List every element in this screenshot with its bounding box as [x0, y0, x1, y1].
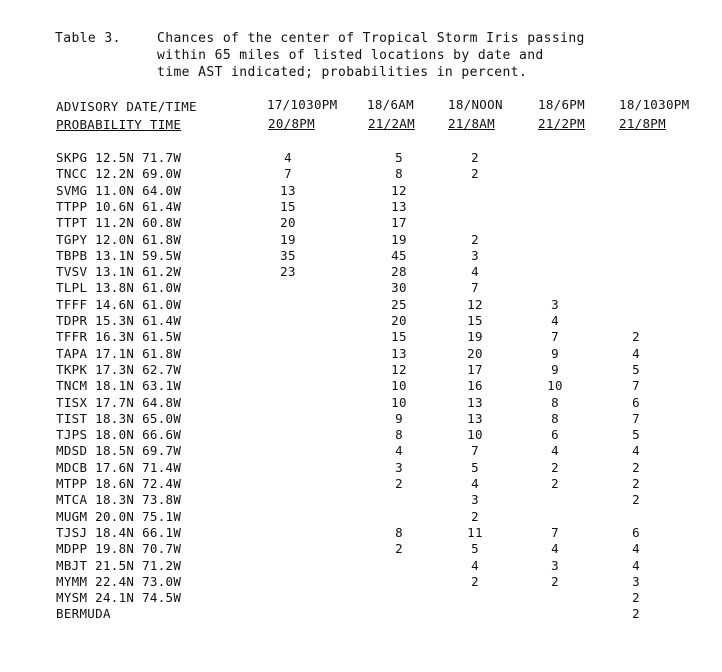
- probability-cell: 6: [632, 524, 640, 540]
- probability-cell: 3: [551, 296, 559, 312]
- probability-cell: 7: [551, 329, 559, 345]
- probability-header-label: PROBABILITY TIME: [56, 117, 182, 132]
- location-cell: MDCB 17.6N 71.4W: [56, 459, 182, 475]
- location-cell: TJPS 18.0N 66.6W: [56, 427, 182, 443]
- probability-cell: 2: [471, 231, 479, 247]
- location-cell: TNCM 18.1N 63.1W: [56, 378, 182, 394]
- col5-prob-time: 21/8PM: [619, 116, 666, 131]
- probability-cell: 8: [551, 394, 559, 410]
- probability-cell: 3: [395, 459, 403, 475]
- probability-cell: 5: [632, 361, 640, 377]
- table-description: Chances of the center of Tropical Storm Iris passing within 65 miles of listed locations by date and time AST indicated; probabilities in percent.: [157, 31, 585, 80]
- location-cell: MDPP 19.8N 70.7W: [56, 541, 182, 557]
- location-cell: SVMG 11.0N 64.0W: [56, 182, 182, 198]
- probability-cell: 2: [551, 459, 559, 475]
- location-cell: TBPB 13.1N 59.5W: [56, 247, 182, 263]
- probability-cell: 6: [551, 427, 559, 443]
- probability-cell: 12: [391, 361, 407, 377]
- probability-cell: 15: [467, 313, 483, 328]
- probability-cell: 16: [467, 378, 483, 394]
- probability-cell: 19: [467, 329, 483, 345]
- probability-cell: 9: [551, 345, 559, 361]
- probability-cell: 3: [551, 557, 559, 573]
- probability-cell: 2: [632, 476, 640, 491]
- col5-advisory: 18/1030PM: [619, 97, 690, 112]
- probability-cell: 7: [551, 524, 559, 540]
- probability-cell: 2: [471, 573, 479, 589]
- probability-cell: 9: [395, 410, 403, 426]
- probability-cell: 10: [467, 427, 483, 443]
- probability-cell: 19: [391, 231, 407, 247]
- location-cell: TGPY 12.0N 61.8W: [56, 231, 182, 247]
- location-cell: MDSD 18.5N 69.7W: [56, 443, 182, 459]
- probability-cell: 4: [632, 345, 640, 361]
- probability-cell: 17: [391, 215, 407, 231]
- probability-cell: 4: [471, 264, 479, 280]
- probability-cell: 13: [467, 410, 483, 426]
- probability-cell: 7: [632, 410, 640, 426]
- probability-cell: 4: [632, 557, 640, 573]
- probability-cell: 4: [632, 541, 640, 557]
- probability-cell: 4: [632, 443, 640, 459]
- probability-cell: 35: [280, 247, 296, 263]
- location-cell: TIST 18.3N 65.0W: [56, 410, 182, 426]
- probability-cell: 23: [280, 264, 296, 280]
- probability-cell: 2: [471, 150, 479, 165]
- table-number: Table 3.: [55, 31, 121, 46]
- probability-cell: 2: [632, 459, 640, 475]
- probability-cell: 4: [551, 541, 559, 557]
- probability-cell: 4: [284, 150, 292, 165]
- col4-advisory: 18/6PM: [538, 97, 585, 112]
- location-cell: TVSV 13.1N 61.2W: [56, 264, 182, 280]
- probability-cell: 3: [632, 573, 640, 589]
- location-cell: TFFF 14.6N 61.0W: [56, 296, 182, 312]
- probability-cell: 7: [471, 443, 479, 459]
- probability-cell: 5: [471, 459, 479, 475]
- probability-cell: 2: [471, 508, 479, 524]
- probability-cell: 20: [391, 313, 407, 328]
- probability-cell: 10: [391, 378, 407, 394]
- col2-advisory: 18/6AM: [367, 97, 414, 112]
- probability-cell: 2: [551, 573, 559, 589]
- probability-cell: 28: [391, 264, 407, 280]
- location-cell: TFFR 16.3N 61.5W: [56, 329, 182, 345]
- col2-prob-time: 21/2AM: [368, 116, 415, 131]
- probability-cell: 7: [471, 280, 479, 296]
- probability-cell: 5: [395, 150, 403, 165]
- probability-cell: 8: [395, 166, 403, 182]
- probability-cell: 2: [632, 606, 640, 622]
- probability-cell: 2: [632, 329, 640, 345]
- probability-cell: 4: [395, 443, 403, 459]
- probability-cell: 13: [280, 182, 296, 198]
- probability-cell: 25: [391, 296, 407, 312]
- probability-cell: 8: [395, 524, 403, 540]
- probability-cell: 2: [471, 166, 479, 182]
- probability-cell: 2: [395, 476, 403, 491]
- probability-cell: 8: [395, 427, 403, 443]
- probability-cell: 30: [391, 280, 407, 296]
- probability-cell: 2: [632, 590, 640, 606]
- col1-prob-time: 20/8PM: [268, 116, 315, 131]
- location-cell: TNCC 12.2N 69.0W: [56, 166, 182, 182]
- probability-cell: 2: [551, 476, 559, 491]
- probability-cell: 15: [280, 198, 296, 214]
- location-cell: TDPR 15.3N 61.4W: [56, 313, 182, 328]
- probability-cell: 10: [547, 378, 563, 394]
- location-cell: TJSJ 18.4N 66.1W: [56, 524, 182, 540]
- probability-cell: 7: [632, 378, 640, 394]
- probability-cell: 4: [471, 476, 479, 491]
- probability-cell: 7: [284, 166, 292, 182]
- location-cell: TKPK 17.3N 62.7W: [56, 361, 182, 377]
- location-cell: MTCA 18.3N 73.8W: [56, 492, 182, 508]
- col1-advisory: 17/1030PM: [267, 97, 338, 112]
- col3-advisory: 18/NOON: [448, 97, 503, 112]
- location-cell: TISX 17.7N 64.8W: [56, 394, 182, 410]
- probability-cell: 10: [391, 394, 407, 410]
- probability-cell: 15: [391, 329, 407, 345]
- probability-cell: 17: [467, 361, 483, 377]
- probability-cell: 12: [467, 296, 483, 312]
- location-cell: TLPL 13.8N 61.0W: [56, 280, 182, 296]
- probability-cell: 8: [551, 410, 559, 426]
- probability-cell: 11: [467, 524, 483, 540]
- location-cell: TTPP 10.6N 61.4W: [56, 198, 182, 214]
- advisory-header-label: ADVISORY DATE/TIME: [56, 99, 197, 114]
- col3-prob-time: 21/8AM: [448, 116, 495, 131]
- location-cell: SKPG 12.5N 71.7W: [56, 150, 182, 165]
- location-cell: BERMUDA: [56, 606, 111, 622]
- probability-cell: 13: [391, 198, 407, 214]
- probability-cell: 2: [395, 541, 403, 557]
- probability-cell: 3: [471, 247, 479, 263]
- location-cell: MBJT 21.5N 71.2W: [56, 557, 182, 573]
- probability-cell: 20: [280, 215, 296, 231]
- location-cell: MYMM 22.4N 73.0W: [56, 573, 182, 589]
- col4-prob-time: 21/2PM: [538, 116, 585, 131]
- location-cell: MUGM 20.0N 75.1W: [56, 508, 182, 524]
- probability-cell: 4: [471, 557, 479, 573]
- probability-cell: 19: [280, 231, 296, 247]
- probability-cell: 45: [391, 247, 407, 263]
- probability-cell: 13: [467, 394, 483, 410]
- location-cell: TTPT 11.2N 60.8W: [56, 215, 182, 231]
- probability-cell: 6: [632, 394, 640, 410]
- probability-cell: 2: [632, 492, 640, 508]
- probability-cell: 13: [391, 345, 407, 361]
- probability-cell: 4: [551, 443, 559, 459]
- probability-cell: 9: [551, 361, 559, 377]
- location-cell: MYSM 24.1N 74.5W: [56, 590, 182, 606]
- probability-cell: 4: [551, 313, 559, 328]
- probability-cell: 3: [471, 492, 479, 508]
- probability-cell: 5: [471, 541, 479, 557]
- probability-cell: 5: [632, 427, 640, 443]
- probability-cell: 20: [467, 345, 483, 361]
- probability-cell: 12: [391, 182, 407, 198]
- location-cell: TAPA 17.1N 61.8W: [56, 345, 182, 361]
- location-cell: MTPP 18.6N 72.4W: [56, 476, 182, 491]
